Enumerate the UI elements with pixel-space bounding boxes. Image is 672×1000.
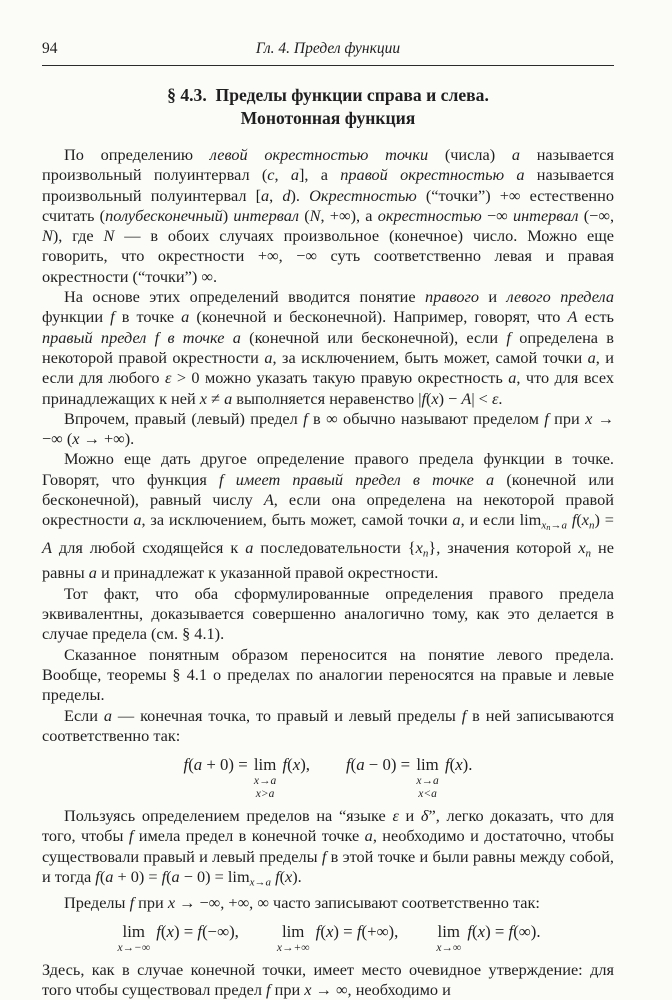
text-run: x→a bbox=[249, 876, 271, 889]
text-run: , bbox=[269, 185, 283, 205]
text-run: ( bbox=[287, 755, 293, 775]
text-run: ε bbox=[164, 368, 172, 388]
text-run: x bbox=[325, 922, 334, 942]
text-run: a bbox=[245, 537, 254, 557]
text-run: f bbox=[544, 408, 549, 428]
lim-label: lim bbox=[416, 755, 439, 775]
text-run: f bbox=[571, 510, 577, 530]
text-run: f bbox=[346, 755, 351, 775]
paragraph bbox=[42, 287, 614, 409]
text-run: a bbox=[224, 388, 233, 408]
text-run: имела предел в конечной точке bbox=[133, 826, 365, 846]
text-run: A bbox=[567, 307, 578, 327]
text-run: f bbox=[315, 922, 321, 942]
text-run: ”, легко доказать, что для того, чтобы bbox=[42, 806, 614, 846]
lim-operator bbox=[416, 755, 438, 801]
section-heading-line2: Монотонная функция bbox=[240, 108, 416, 128]
text-run: x bbox=[166, 922, 174, 942]
text-run: в ∞ обычно называют пределом bbox=[307, 408, 545, 428]
text-run: a bbox=[261, 185, 270, 205]
paragraph bbox=[42, 893, 614, 913]
text-run: x bbox=[431, 388, 439, 408]
text-run: f bbox=[95, 867, 100, 886]
section-heading bbox=[42, 84, 614, 130]
display-formula bbox=[42, 922, 614, 955]
text-run: выполняется неравенство | bbox=[232, 388, 422, 408]
text-run: ( bbox=[472, 922, 478, 942]
text-run: ). bbox=[290, 185, 310, 205]
text-run: }, значения которой bbox=[428, 537, 579, 557]
paragraph bbox=[42, 584, 614, 645]
text-run: при bbox=[270, 980, 305, 1000]
text-run: ) = bbox=[173, 922, 198, 942]
text-run: f bbox=[444, 755, 450, 775]
text-run: Пользуясь определением пределов на “языке bbox=[64, 806, 393, 826]
text-run: ). bbox=[292, 867, 302, 886]
text-run: , за исключением, быть может, самой точки bbox=[141, 510, 453, 530]
text-run: → −∞, +∞, ∞ часто записывают соответственно так: bbox=[175, 892, 540, 912]
text-run: окрестностью bbox=[377, 205, 482, 225]
formula-part bbox=[434, 922, 540, 955]
text-run: x bbox=[455, 755, 463, 775]
text-run: (“точки”) +∞ естественно считать ( bbox=[42, 185, 614, 225]
text-run: ) = bbox=[333, 922, 357, 942]
text-run: a bbox=[511, 145, 520, 164]
paragraph bbox=[42, 706, 614, 747]
text-run: (конечной или бесконечной), если bbox=[240, 327, 507, 347]
text-run: f bbox=[356, 922, 362, 942]
text-run: ( bbox=[279, 867, 286, 886]
text-run: ) = bbox=[594, 510, 614, 530]
text-run: , необходимо и достаточно, чтобы существовали правый и левый пределы bbox=[42, 826, 614, 866]
page-number: 94 bbox=[42, 40, 58, 57]
text-run: , за исключением, быть может, самой точки bbox=[272, 347, 588, 367]
text-run: ε bbox=[491, 388, 499, 408]
lim-subscript: x→a bbox=[416, 775, 439, 788]
text-run: x bbox=[292, 755, 301, 775]
text-run: + 0) = bbox=[113, 867, 162, 886]
text-run: ( bbox=[188, 755, 194, 775]
text-run: определена в некоторой правой окрестности bbox=[42, 327, 614, 367]
text-run: функции bbox=[42, 307, 111, 327]
text-run: x bbox=[585, 408, 593, 428]
text-run: →a bbox=[550, 519, 567, 532]
text-run: Если bbox=[64, 705, 104, 725]
text-run: ( bbox=[449, 755, 456, 775]
text-run: n bbox=[585, 547, 592, 560]
text-run: f bbox=[110, 307, 115, 327]
text-run: ( bbox=[166, 867, 172, 886]
text-run: f bbox=[156, 922, 161, 942]
text-run: f bbox=[321, 846, 327, 866]
text-run: ( bbox=[320, 922, 326, 942]
text-run: f bbox=[161, 867, 167, 886]
text-run: a bbox=[105, 867, 114, 886]
text-run: есть bbox=[577, 307, 614, 327]
text-run: A bbox=[461, 388, 472, 408]
lim-subscript: x→∞ bbox=[436, 942, 462, 955]
text-run: x bbox=[304, 980, 312, 1000]
text-run: ), bbox=[300, 755, 310, 775]
paragraph bbox=[42, 145, 614, 287]
text-run: n bbox=[589, 519, 595, 532]
text-run: , и если lim bbox=[460, 510, 542, 530]
text-run: Впрочем, правый (левый) предел bbox=[64, 408, 304, 428]
text-run: правый предел f в точке a bbox=[42, 327, 241, 347]
text-run: N bbox=[103, 226, 115, 246]
text-run: f имеет правый предел в точке a bbox=[219, 469, 495, 489]
page-header bbox=[42, 40, 614, 66]
text-run: Здесь, как в случае конечной точки, имеет место очевидное утверждение: для того чтобы существовал предел bbox=[42, 960, 614, 1000]
text-run: Можно еще дать другое определение правого предела функции в точке. Говорят, что функция bbox=[42, 449, 614, 489]
text-run: − 0) = bbox=[364, 755, 415, 775]
text-run: Окрестностью bbox=[309, 185, 417, 205]
text-run: a bbox=[587, 347, 596, 367]
text-run: ) bbox=[222, 205, 234, 225]
text-run: a bbox=[193, 755, 203, 775]
text-run: a bbox=[508, 368, 517, 388]
text-run: N bbox=[309, 205, 321, 225]
text-run: > 0 можно указать такую правую окрестность bbox=[171, 368, 509, 388]
text-run: , +∞), а bbox=[320, 205, 378, 225]
text-run: ( bbox=[160, 922, 167, 942]
text-run: правого bbox=[425, 287, 479, 307]
text-run: (−∞, bbox=[578, 205, 615, 225]
text-run: a bbox=[356, 755, 365, 775]
text-run: , и если для любого bbox=[42, 347, 614, 388]
text-run: f bbox=[461, 705, 467, 725]
text-run: → +∞). bbox=[79, 429, 135, 449]
text-run: − 0) = lim bbox=[179, 867, 250, 886]
paragraph bbox=[42, 645, 614, 706]
lim-subscript: x→+∞ bbox=[276, 942, 310, 955]
text-run: (−∞), bbox=[202, 922, 239, 942]
text-run: n bbox=[422, 547, 429, 560]
text-run: ≠ bbox=[207, 388, 225, 408]
text-run: a bbox=[264, 347, 273, 367]
text-run: f bbox=[266, 980, 271, 1000]
text-run: ( bbox=[350, 755, 357, 775]
text-run: не равны bbox=[42, 537, 614, 583]
text-run: при bbox=[548, 408, 586, 428]
text-run: x bbox=[477, 922, 486, 942]
text-run: f bbox=[282, 755, 288, 775]
text-run: , что для всех принадлежащих к ней bbox=[42, 368, 615, 408]
text-run: f bbox=[421, 388, 426, 408]
lim-operator bbox=[254, 755, 276, 801]
text-run: → −∞ ( bbox=[42, 408, 614, 449]
lim-subscript: x>a bbox=[255, 788, 275, 801]
text-run: для любой сходящейся к bbox=[51, 537, 246, 557]
text-run: f bbox=[275, 867, 280, 886]
paragraph bbox=[42, 806, 614, 893]
text-run: (+∞), bbox=[361, 922, 399, 942]
text-run: Тот факт, что оба сформулированные определения правого предела эквивалентны, доказывается совершенно аналогично тому, как это делается в случае предела (см. § 4.1). bbox=[42, 583, 614, 644]
lim-operator bbox=[277, 922, 310, 955]
text-run: → ∞, необходимо и bbox=[311, 980, 451, 1000]
text-run: ) = bbox=[485, 922, 509, 942]
display-formula bbox=[42, 755, 614, 801]
body-text bbox=[42, 145, 614, 1000]
lim-label: lim bbox=[253, 755, 277, 775]
text-run: полубесконечный bbox=[105, 205, 223, 225]
running-title: Гл. 4. Предел функции bbox=[255, 40, 401, 57]
text-run: x bbox=[285, 867, 293, 886]
text-run: f bbox=[129, 892, 135, 912]
text-run: f bbox=[467, 922, 473, 942]
formula-part bbox=[275, 922, 398, 955]
text-run: — в обоих случаях произвольное (конечное) число. Можно еще говорить, что окрестности +∞, −∞ суть соответственно левая и правая окрестности (“точки”) ∞. bbox=[42, 226, 614, 286]
text-run: δ bbox=[420, 806, 429, 826]
lim-label: lim bbox=[281, 922, 305, 942]
text-run: + 0) = bbox=[202, 755, 252, 775]
formula-part bbox=[115, 922, 238, 955]
text-run: c bbox=[267, 165, 275, 185]
paragraph bbox=[42, 960, 614, 1000]
lim-operator bbox=[117, 922, 150, 955]
text-run: ), где bbox=[52, 226, 104, 246]
text-run: x bbox=[578, 537, 586, 557]
text-run: в этой точке и были равны между собой, и тогда bbox=[42, 846, 614, 886]
text-run: f bbox=[508, 922, 514, 942]
text-run: x bbox=[581, 510, 590, 530]
text-run: ], а bbox=[299, 165, 341, 185]
formula-part bbox=[184, 755, 310, 801]
paragraph bbox=[42, 449, 614, 583]
text-run: a bbox=[88, 563, 97, 583]
text-run: x bbox=[199, 388, 208, 408]
text-run: последовательности { bbox=[253, 537, 416, 557]
lim-label: lim bbox=[122, 922, 145, 942]
text-run: называется произвольный полуинтервал ( bbox=[42, 145, 614, 185]
text-run: a bbox=[133, 510, 142, 530]
text-run: a bbox=[171, 867, 180, 886]
text-run: a bbox=[290, 165, 300, 185]
text-run: (конечной и бесконечной). Например, говорят, что bbox=[189, 307, 568, 327]
text-run: левой окрестностью точки bbox=[209, 145, 429, 164]
text-run: (конечной или бесконечной), равный числу bbox=[42, 469, 614, 510]
text-run: По определению bbox=[64, 145, 210, 164]
paragraph bbox=[42, 409, 614, 450]
text-run: a bbox=[364, 826, 373, 846]
lim-subscript: x<a bbox=[418, 788, 437, 801]
text-run: x bbox=[415, 537, 423, 557]
text-run: левого предела bbox=[506, 287, 614, 307]
text-run: A bbox=[263, 490, 274, 510]
text-run: x bbox=[541, 519, 547, 532]
text-run: ( bbox=[425, 388, 432, 408]
text-run: и bbox=[398, 806, 421, 826]
text-run: f bbox=[197, 922, 203, 942]
lim-subscript: x→−∞ bbox=[117, 942, 151, 955]
text-run: f bbox=[506, 327, 511, 347]
text-run: ( bbox=[298, 205, 310, 225]
text-run: правой окрестностью a bbox=[340, 165, 525, 185]
text-run: Пределы bbox=[64, 892, 130, 912]
text-run: интервал bbox=[512, 205, 579, 225]
text-run: x bbox=[72, 429, 80, 449]
section-heading-line1: § 4.3. Пределы функции справа и слева. bbox=[167, 85, 489, 105]
formula-part bbox=[346, 755, 472, 801]
text-run: На основе этих определений вводится понятие bbox=[64, 287, 426, 307]
text-run: A bbox=[42, 537, 52, 557]
text-run: n bbox=[546, 522, 551, 533]
text-run: f bbox=[183, 755, 189, 775]
text-run: — конечная точка, то правый и левый пределы bbox=[112, 705, 462, 725]
text-run: a bbox=[103, 705, 113, 725]
text-run: интервал bbox=[233, 205, 299, 225]
text-run: в точке bbox=[114, 307, 182, 327]
text-run: f bbox=[303, 408, 308, 428]
text-run: | < bbox=[471, 388, 492, 408]
text-run: ). bbox=[462, 755, 473, 775]
text-run: ( bbox=[576, 510, 582, 530]
page-content bbox=[42, 40, 614, 1000]
text-run: называется произвольный полуинтервал [ bbox=[42, 165, 615, 205]
text-run: ε bbox=[392, 806, 399, 826]
text-run: f bbox=[128, 826, 134, 846]
text-run: (числа) bbox=[428, 145, 512, 164]
text-run: ( bbox=[99, 867, 106, 886]
text-run: (∞). bbox=[513, 922, 541, 942]
text-run: N bbox=[42, 226, 53, 246]
text-run: a bbox=[452, 510, 461, 530]
text-run: ) − bbox=[438, 388, 462, 408]
text-run: и bbox=[478, 287, 507, 307]
text-run: в ней записываются соответственно так: bbox=[42, 705, 615, 745]
text-run: и принадлежат к указанной правой окрестности. bbox=[96, 563, 439, 583]
text-run: при bbox=[134, 892, 168, 912]
text-run: . bbox=[498, 388, 503, 408]
text-run: Сказанное понятным образом переносится на понятие левого предела. Вообще, теоремы § 4.1 о пределах по аналогии переносятся на правые и левые пределы. bbox=[42, 644, 614, 705]
lim-subscript: x→a bbox=[253, 775, 277, 788]
lim-operator bbox=[436, 922, 461, 955]
text-run: , если она определена на некоторой правой окрестности bbox=[42, 490, 614, 530]
text-run: , bbox=[274, 165, 291, 185]
lim-label: lim bbox=[437, 922, 460, 942]
text-run: d bbox=[282, 185, 291, 205]
text-run: a bbox=[181, 307, 190, 327]
text-run: −∞ bbox=[481, 205, 513, 225]
text-run: x bbox=[167, 892, 176, 912]
